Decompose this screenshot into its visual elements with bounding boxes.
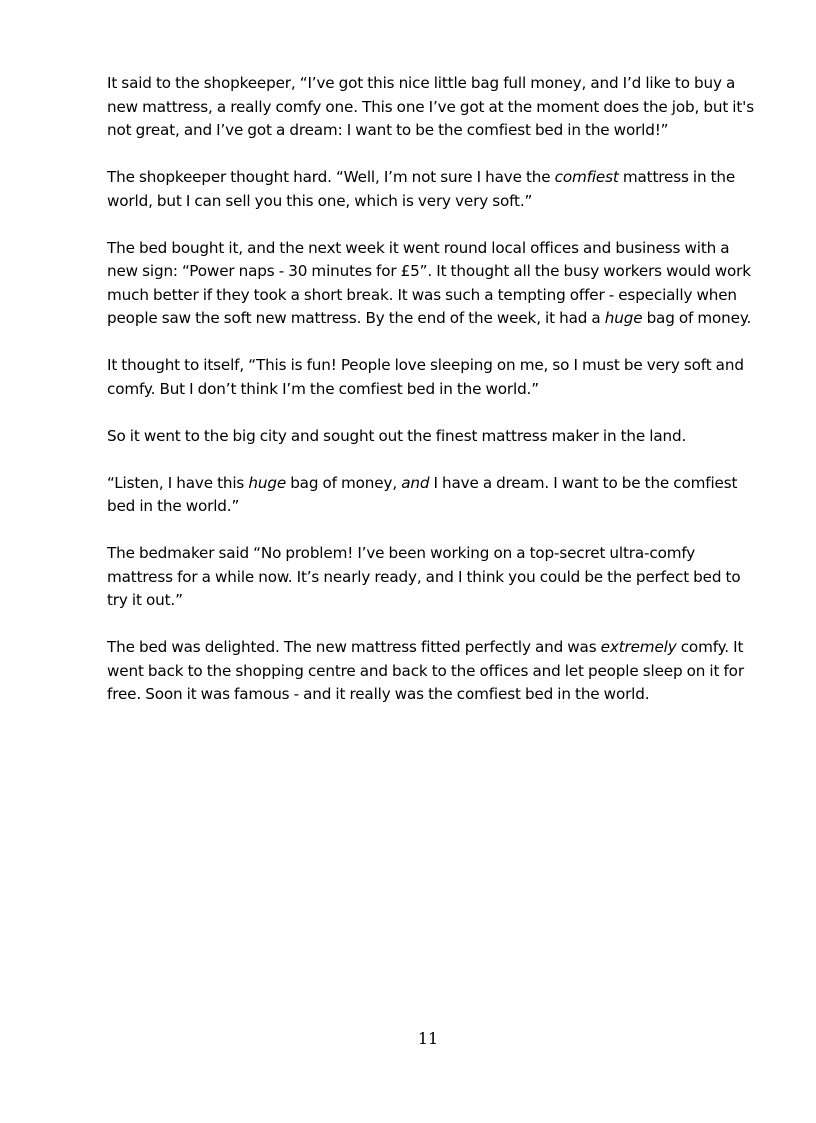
page-number: 11	[417, 1029, 439, 1048]
story-paragraph	[107, 237, 757, 331]
paragraph-text: It thought to itself, “This is fun! People love sleeping on me, so I must be very soft and comfy. But I don’t think I’m the comfiest bed in the world.”	[107, 356, 744, 398]
paragraph-text: It said to the shopkeeper, “I’ve got this nice little bag full money, and I’d like to buy a new mattress, a really comfy one. This one I’ve got at the moment does the job, but it's not great, and I’ve got a dream: I want to be the comfiest bed in the world!”	[107, 74, 754, 139]
paragraph-text: I have a dream. I want to be the comfiest bed in the world.”	[107, 473, 738, 515]
emphasis-text: huge	[604, 309, 643, 327]
paragraph-text: “Listen, I have this	[107, 473, 249, 492]
story-paragraph	[107, 425, 757, 449]
paragraph-text: comfy. It went back to the shopping centre and back to the offices and let people sleep on it for free. Soon it was famous - and it really was the comfiest bed in the world.	[107, 638, 744, 703]
paragraph-text: The bed was delighted. The new mattress fitted perfectly and was	[107, 638, 601, 656]
story-paragraph	[107, 542, 757, 613]
story-paragraph	[107, 472, 757, 519]
paragraph-text: mattress in the world, but I can sell you this one, which is very very soft.”	[107, 168, 736, 210]
emphasis-text: extremely	[600, 638, 677, 656]
story-body	[107, 72, 757, 730]
story-paragraph	[107, 166, 757, 213]
paragraph-text: The bed bought it, and the next week it went round local offices and business with a new sign: “Power naps - 30 minutes for £5”. It thought all the busy workers would work much better if they took a short break. It was such a tempting offer - especially when people saw the soft new mattress. By the end of the week, it had a	[107, 238, 751, 327]
paragraph-text: So it went to the big city and sought out the finest mattress maker in the land.	[107, 426, 687, 445]
emphasis-text: huge	[248, 473, 287, 492]
paragraph-text: bag of money,	[286, 473, 402, 492]
emphasis-text: and	[401, 473, 430, 492]
paragraph-text: The bedmaker said “No problem! I’ve been working on a top-secret ultra-comfy mattress for a while now. It’s nearly ready, and I think you could be the perfect bed to try it out.”	[107, 544, 741, 609]
paragraph-text: The shopkeeper thought hard. “Well, I’m not sure I have the	[107, 168, 555, 186]
story-paragraph	[107, 72, 757, 143]
paragraph-text: bag of money.	[642, 309, 752, 327]
story-paragraph	[107, 354, 757, 401]
story-paragraph	[107, 636, 757, 707]
emphasis-text: comfiest	[554, 168, 619, 186]
